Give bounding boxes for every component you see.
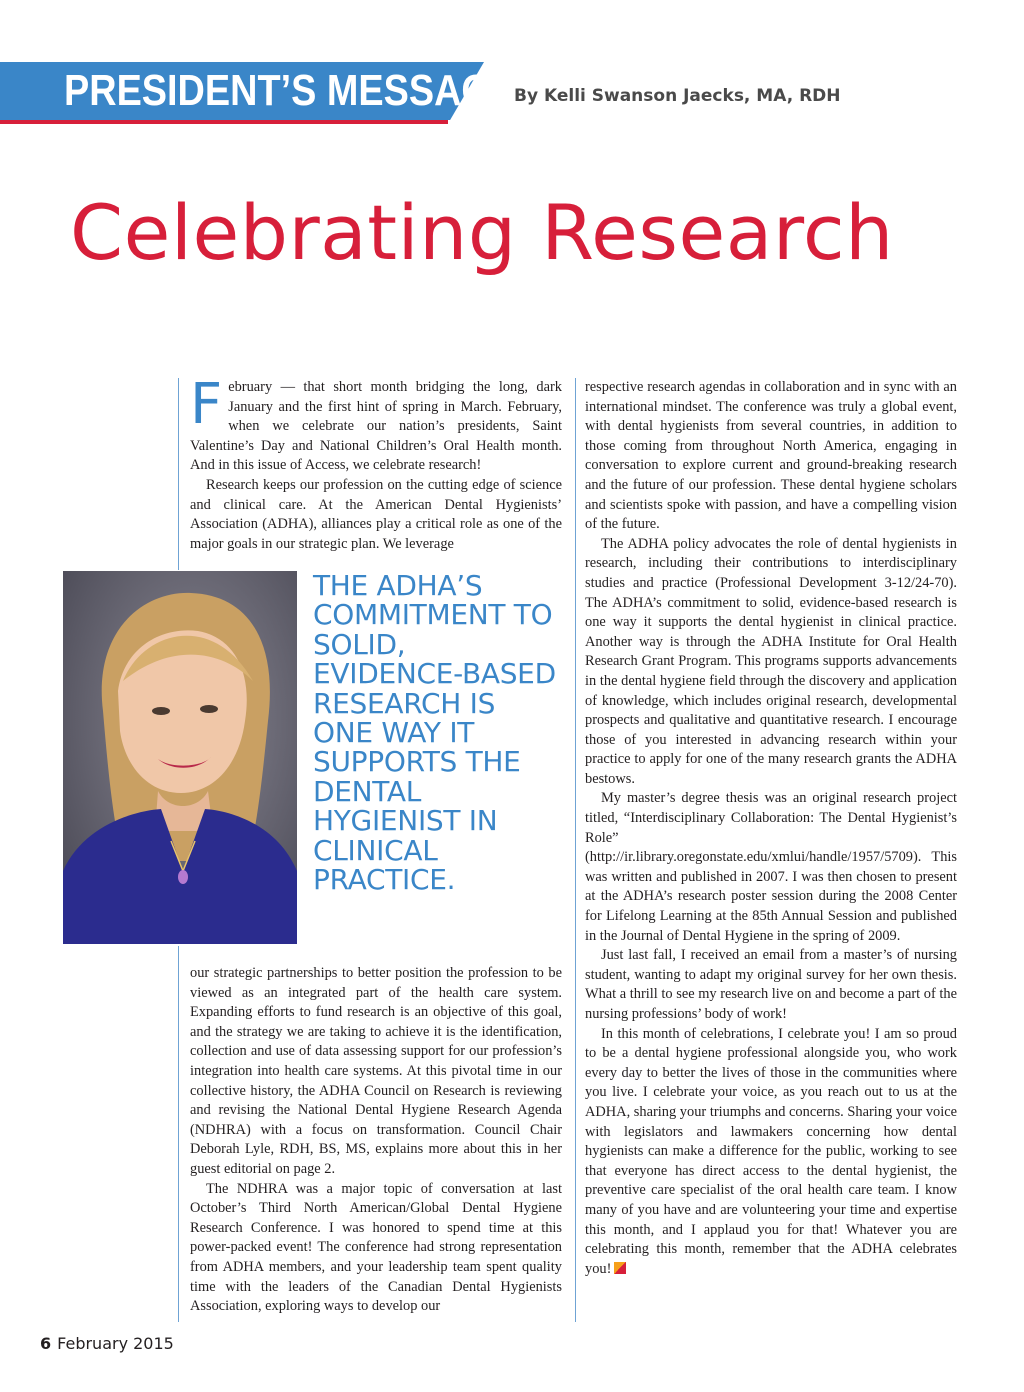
banner-underline: [0, 120, 448, 124]
article-paragraph: The NDHRA was a major topic of conversation at last October’s Third North American/Global Dental Hygiene Research Conference. I was honored to spend time at this power-packed event! The conference had strong representation from ADHA members, and your leadership team spent quality time with the leaders of the Canadian Dental Hygienists Association, exploring ways to develop our: [190, 1180, 562, 1315]
author-byline: By Kelli Swanson Jaecks, MA, RDH: [514, 86, 841, 106]
author-portrait: [63, 571, 297, 944]
right-column: [585, 378, 957, 1279]
section-title: PRESIDENT’S MESSAGE: [64, 66, 517, 115]
article-paragraph: My master’s degree thesis was an original research project titled, “Interdisciplinary Collaboration: The Dental Hygienist’s Role” (http://ir.library.oregonstate.edu/xmlui/handle/1957/5709). This was written and published in 2007. I was then chosen to present at the ADHA’s research poster session during the 2008 Center for Lifelong Learning at the 85th Annual Session and published in the Journal of Dental Hygiene in the spring of 2009.: [585, 790, 957, 944]
article-paragraph: [190, 372, 562, 476]
center-column-rule: [575, 378, 576, 1322]
article-paragraph: Research keeps our profession on the cutting edge of science and clinical care. At the American Dental Hygienists’ Association (ADHA), alliances play a critical role as one of the major goals in our strategic plan. We leverage: [190, 476, 562, 552]
page-footer: [40, 1334, 174, 1353]
drop-cap: F: [190, 372, 223, 437]
page-number: 6: [40, 1334, 52, 1353]
left-column-bottom: [190, 964, 562, 1317]
left-column-rule-lower: [178, 946, 179, 1322]
paragraph-text: In this month of celebrations, I celebrate you! I am so proud to be a dental hygiene professional alongside you, who work every day to better the lives of those in the communities where you live. I celebrate your voice, as you reach out to us at the ADHA, sharing your triumphs and concerns. Sharing your voice with legislators and lawmakers concerning how dental hygienists can make a difference for the public, working to see that everyone has direct access to the dental hygienist, the preventive care specialist of the oral health care team. I know many of you have and are volunteering your time and expertise this month, and I applaud you for that! Whatever you are celebrating this month, remember that the ADHA celebrates you!: [585, 1025, 957, 1277]
article-headline: Celebrating Research: [70, 188, 894, 277]
paragraph-text: ebruary — that short month bridging the long, dark January and the first hint of spring in March. February, when we celebrate our nation’s presidents, Saint Valentine’s Day and National Children’s Oral Health month. And in this issue of Access, we celebrate research!: [190, 379, 562, 474]
article-paragraph: [585, 1025, 957, 1280]
portrait-illustration: [63, 571, 297, 944]
end-of-article-icon: [614, 1262, 626, 1274]
article-paragraph: our strategic partnerships to better position the profession to be viewed as an integrated part of the health care system. Expanding efforts to fund research is an objective of this goal, and the strategy we are taking to achieve it is the identification, collection and use of data assessing support for our profession’s integration into health care systems. At this pivotal time in our collective history, the ADHA Council on Research is reviewing and revising the National Dental Hygiene Research Agenda (NDHRA) with a focus on transformation. Council Chair Deborah Lyle, RDH, BS, MS, explains more about this in her guest editorial on page 2.: [190, 965, 562, 1177]
pull-quote: THE ADHA’S COMMITMENT TO SOLID, EVIDENCE-BASED RESEARCH IS ONE WAY IT SUPPORTS THE DENTAL HYGIENIST IN CLINICAL PRACTICE.: [313, 569, 556, 897]
article-paragraph: Just last fall, I received an email from a master’s of nursing student, wanting to adapt my original survey for her own thesis. What a thrill to see my research live on and become a part of the nursing professions’ body of work!: [585, 947, 957, 1022]
article-paragraph: The ADHA policy advocates the role of dental hygienists in research, including their contributions to interdisciplinary studies and practice (Professional Development 3-12/24-70). The ADHA’s commitment to solid, evidence-based research is one way it supports the dental hygienist in clinical practice. Another way is through the ADHA Institute for Oral Health Research Grant Program. This programs supports advancements in the dental hygiene field through the discovery and application of knowledge, which includes original research, developmental prospects and qualitative and quantitative research. I encourage those of you interested in advancing research within your practice to apply for one of the many research grants the ADHA bestows.: [585, 535, 957, 787]
left-column-top: [190, 372, 562, 554]
left-column-rule: [178, 378, 179, 570]
issue-date: February 2015: [57, 1334, 174, 1353]
article-paragraph: respective research agendas in collaboration and in sync with an international mindset. The conference was truly a global event, with dental hygienists from several countries, in addition to those coming from throughout North America, engaging in conversation to explore current and ground-breaking research and the future of our profession. These dental hygiene scholars and scientists spoke with passion, and have a compelling vision of the future.: [585, 379, 957, 533]
